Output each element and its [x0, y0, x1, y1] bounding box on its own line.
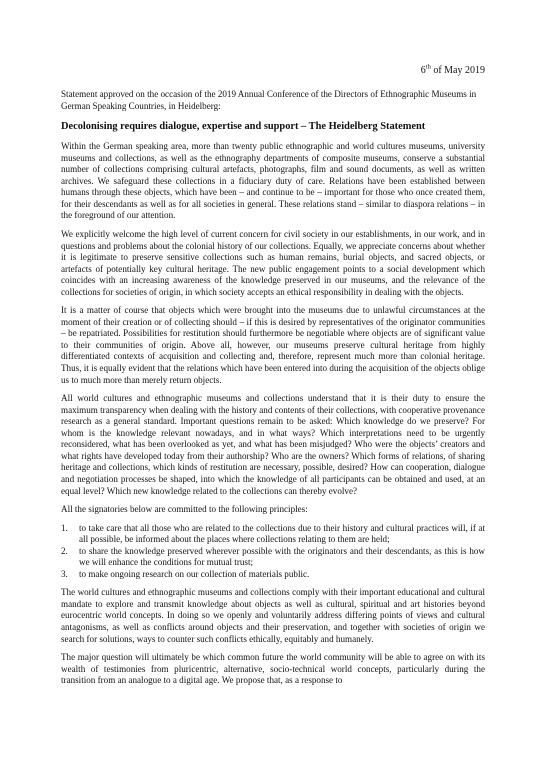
- paragraph: All world cultures and ethnographic museums and collections understand that it is their duty to ensure the maximum transparency when dealing with the history and contents of their collections, with cooperative provenance research as a general standard. Important questions remain to be asked: Which knowledge do we preserve? For whom is the knowledge relevant nowadays, and in what ways? Which interpretations need to be urgently reconsidered, what has been overlooked as yet, and what has been misjudged? Who were the objects’ creators and what rights have developed today from their authorship? Who are the owners? Which forms of relations, of sharing heritage and collections, which kinds of restitution are necessary, possible, desired? How can cooperation, dialogue and negotiation processes be shaped, into which the knowledge of all participants can be obtained and used, at an equal level? Which new knowledge related to the collections can thereby evolve?: [61, 393, 485, 496]
- paragraph: It is a matter of course that objects which were brought into the museums due to unlawful circumstances at the moment of their creation or of collecting should – if this is desired by representatives of the originator communities – be repatriated. Possibilities for restitution should furthermore be negotiable where objects are of significant value to their communities of origin. Above all, however, our museums preserve cultural heritage from highly differentiated contexts of acquisition and collecting and, therefore, represent much more than colonial heritage. Thus, it is equally evident that the relations which have been entered into during the acquisition of the objects oblige us to much more than merely return objects.: [61, 305, 485, 385]
- date-rest: of May 2019: [430, 65, 485, 76]
- principles-list: [61, 523, 485, 581]
- list-text: to make ongoing research on our collection of materials public.: [79, 568, 310, 579]
- list-number: 2.: [61, 545, 68, 556]
- list-item: [61, 546, 485, 569]
- paragraph: All the signatories below are committed to the following principles:: [61, 504, 308, 515]
- list-item: [61, 569, 485, 581]
- document-title: Decolonising requires dialogue, expertise and support – The Heidelberg Statement: [61, 121, 426, 133]
- paragraph: Within the German speaking area, more than twenty public ethnographic and world cultures museums, university museums and collections, as well as the ethnography departments of composite museums, conserve a substantial number of collections comprising cultural artefacts, photographs, film and sound documents, as well as written archives. We safeguard these collections in a fiduciary duty of care. Relations have been established between humans through these objects, which have been – and continue to be – important for those who once created them, for their descendants as well as for all societies in general. These relations stand – similar to diaspora relations – in the foreground of our attention.: [61, 141, 485, 221]
- paragraph: The world cultures and ethnographic museums and collections comply with their important educational and cultural mandate to explore and transmit knowledge about objects as well as cultural, spiritual and art histories beyond eurocentric world concepts. In doing so we openly and voluntarily address differing points of views and cultural antagonisms, as well as conflicts around objects and their preservation, and together with societies of origin we search for solutions, ways to counter such conflicts ethically, equitably and humanely.: [61, 587, 485, 644]
- intro-statement: Statement approved on the occasion of the 2019 Annual Conference of the Directors of Ethnographic Museums in German Speaking Countries, in Heidelberg:: [61, 89, 477, 111]
- date-suffix: th: [425, 63, 431, 71]
- list-number: 3.: [61, 568, 68, 579]
- list-text: to share the knowledge preserved wherever possible with the originators and their descendants, as this is how we will enhance the conditions for mutual trust;: [79, 545, 485, 568]
- list-number: 1.: [61, 522, 68, 533]
- date-day: 6: [420, 65, 426, 76]
- paragraph: We explicitly welcome the high level of current concern for civil society in our establishments, in our work, and in questions and problems about the colonial history of our collections. Equally, we appreciate concerns about whether it is legitimate to preserve sensitive collections such as human remains, burial objects, and sacred objects, or artefacts of potentially key cultural heritage. The new public engagement points to a social development which coincides with an increasing awareness of the knowledge preserved in our museums, and the relevance of the collections for societies of origin, in which society accepts an ethical responsibility in dealing with the objects.: [61, 229, 485, 297]
- list-text: to take care that all those who are related to the collections due to their history and cultural practices will, if at all possible, be informed about the places where collections relating to them are held;: [79, 522, 485, 545]
- document-date: [61, 64, 485, 77]
- paragraph: The major question will ultimately be which common future the world community will be able to agree on with its wealth of testimonies from pluricentric, alternative, socio-technical world concepts, particularly during the transition from an analogue to a digital age. We propose that, as a response to: [61, 652, 485, 686]
- list-item: [61, 523, 485, 546]
